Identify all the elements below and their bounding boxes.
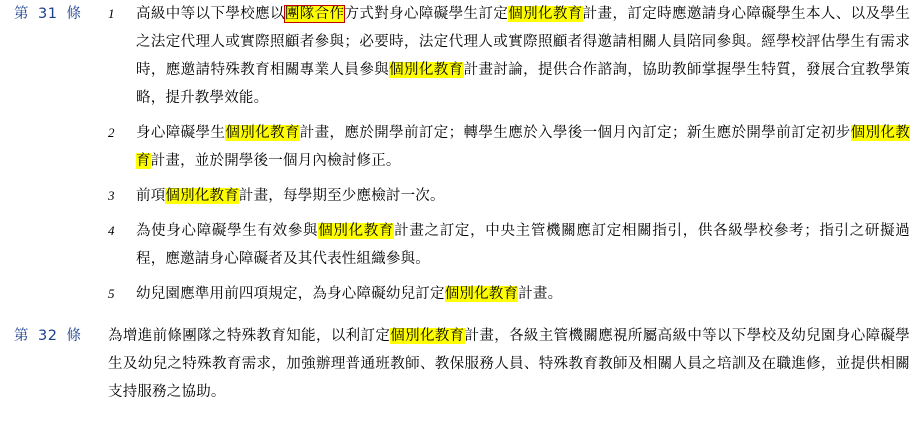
clause xyxy=(108,0,910,112)
article-body xyxy=(108,0,916,308)
text-segment: 前項 xyxy=(136,188,166,204)
clause xyxy=(108,280,910,308)
text-segment: 計畫，應於開學前訂定；轉學生應於入學後一個月內訂定；新生應於開學前訂定初步 xyxy=(299,125,851,141)
article-number-value: 31 xyxy=(38,6,58,22)
highlighted-term: 個別化教育 xyxy=(318,223,395,239)
article-number-value: 32 xyxy=(38,328,58,344)
clause-text xyxy=(108,322,910,406)
text-segment: 計畫，每學期至少應檢討一次。 xyxy=(238,188,445,204)
clause-number: 1 xyxy=(108,6,115,21)
text-segment: 幼兒園應準用前四項規定，為身心障礙幼兒訂定 xyxy=(136,286,445,302)
article-number-prefix: 第 xyxy=(14,6,29,22)
article-number-suffix: 條 xyxy=(66,328,82,344)
article-number-suffix: 條 xyxy=(66,6,82,22)
clause-text xyxy=(136,280,910,308)
text-segment: 身心障礙學生 xyxy=(136,125,226,141)
clause xyxy=(108,322,910,406)
clause-text xyxy=(136,0,910,112)
boxed-highlighted-term: 團隊合作 xyxy=(284,6,345,22)
article xyxy=(0,322,916,406)
highlighted-term: 個別化教育 xyxy=(390,328,465,344)
text-segment: 計畫之訂定，中央主管機關應訂定相關指引，供各級學校參考；指引之研擬過程，應邀請身心障礙者及其代表性組織參與。 xyxy=(136,223,911,267)
article-number xyxy=(0,0,108,28)
highlighted-term: 個別化教育 xyxy=(508,6,583,22)
text-segment: 計畫，各級主管機關應視所屬高級中等以下學校及幼兒園身心障礙學生及幼兒之特殊教育需求，加強辦理普通班教師、教保服務人員、特殊教育教師及相關人員之培訓及在職進修，並提供相關支持服務之協助。 xyxy=(108,328,910,400)
article-body xyxy=(108,322,916,406)
text-segment: 為使身心障礙學生有效參與 xyxy=(136,223,319,239)
article-number-prefix: 第 xyxy=(14,328,29,344)
clause xyxy=(108,217,910,273)
highlighted-term: 個別化教育 xyxy=(136,125,911,169)
highlighted-term: 個別化教育 xyxy=(389,62,464,78)
article-number xyxy=(0,322,108,350)
text-segment: 方式對身心障礙學生訂定 xyxy=(344,6,509,22)
text-segment: 計畫，並於開學後一個月內檢討修正。 xyxy=(150,153,401,169)
highlighted-term: 個別化教育 xyxy=(444,286,519,302)
text-segment: 為增進前條團隊之特殊教育知能，以利訂定 xyxy=(108,328,391,344)
clause-number: 4 xyxy=(108,223,115,238)
clause-number: 3 xyxy=(108,188,115,203)
highlighted-term: 個別化教育 xyxy=(165,188,239,204)
text-segment: 計畫討論，提供合作諮詢，協助教師掌握學生特質，發展合宜教學策略，提升教學效能。 xyxy=(136,62,911,106)
clause-text xyxy=(136,217,910,273)
clause-number: 5 xyxy=(108,286,115,301)
text-segment: 計畫。 xyxy=(518,286,563,302)
text-segment: 高級中等以下學校應以 xyxy=(136,6,285,22)
clause-text xyxy=(136,182,910,210)
clause xyxy=(108,119,910,175)
highlighted-term: 個別化教育 xyxy=(225,125,300,141)
text-segment: 計畫，訂定時應邀請身心障礙學生本人、以及學生之法定代理人或實際照顧者參與；必要時，法定代理人或實際照顧者得邀請相關人員陪同參與。經學校評估學生有需求時，應邀請特殊教育相關專業人員參與 xyxy=(136,6,911,78)
clause xyxy=(108,182,910,210)
clause-text xyxy=(136,119,910,175)
clause-number: 2 xyxy=(108,125,115,140)
